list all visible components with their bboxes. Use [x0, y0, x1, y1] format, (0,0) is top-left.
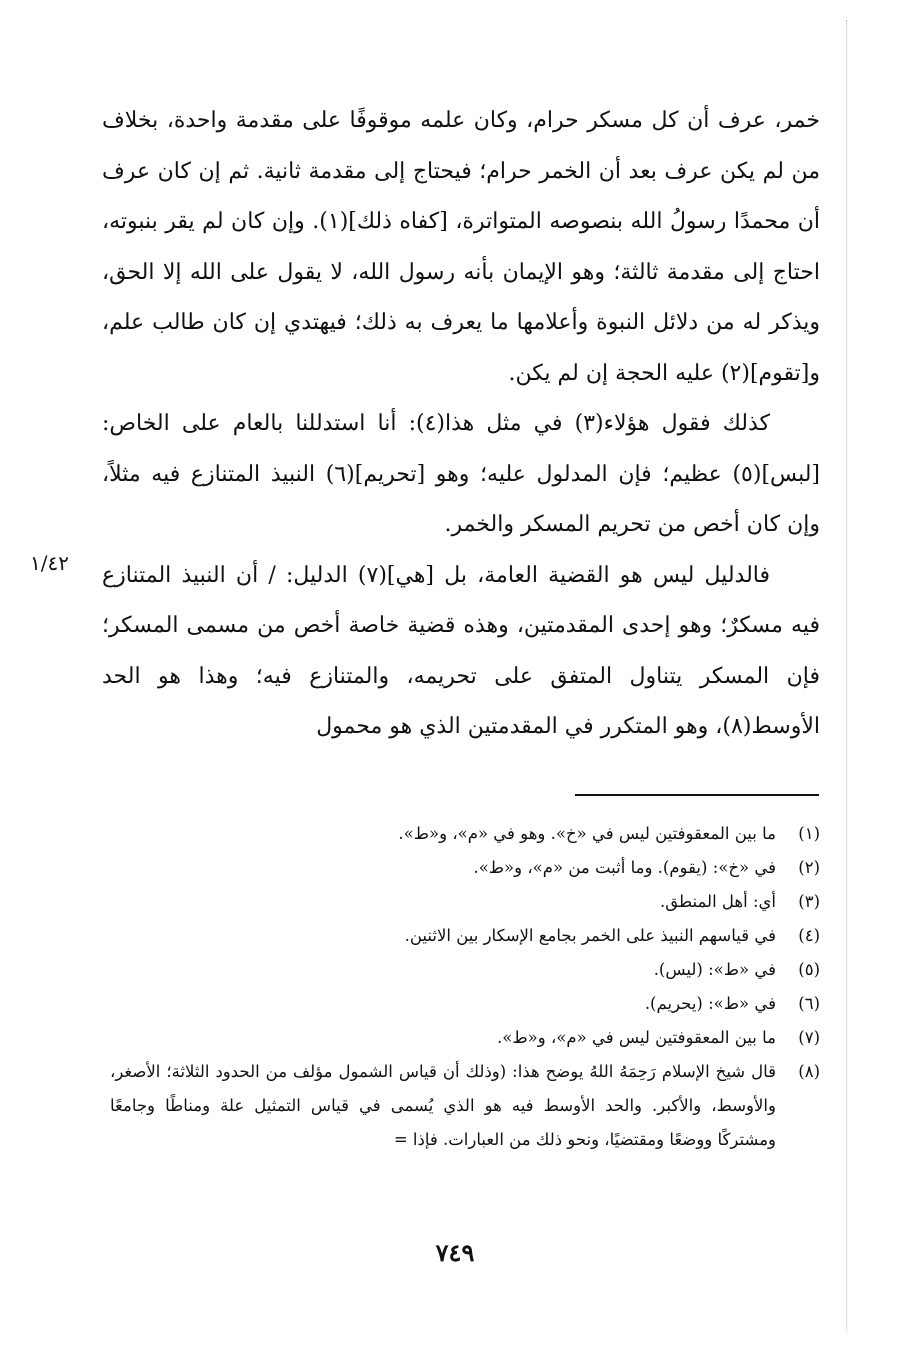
footnote-text: في «ط»: (يحريم).: [644, 994, 776, 1013]
footnote-7: [110, 1021, 820, 1055]
footnote-number: (٦): [798, 994, 820, 1013]
footnote-4: [110, 919, 820, 953]
paragraph-1: خمر، عرف أن كل مسكر حرام، وكان علمه موقوفًا على مقدمة واحدة، بخلاف من لم يكن عرف بعد أن الخمر حرام؛ فيحتاج إلى مقدمة ثانية. ثم إن كان عرف أن محمدًا رسولُ الله بنصوصه المتواترة، [كفاه ذلك](١). وإن كان لم يقر بنبوته، احتاج إلى مقدمة ثالثة؛ وهو الإيمان بأنه رسول الله، لا يقول على الله إلا الحق، ويذكر له من دلائل النبوة وأعلامها ما يعرف به ذلك؛ فيهتدي إن كان طالب علم، و[تقوم](٢) عليه الحجة إن لم يكن.: [102, 108, 820, 386]
footnote-2: [110, 851, 820, 885]
footnote-text: في قياسهم النبيذ على الخمر بجامع الإسكار بين الاثنين.: [404, 926, 776, 945]
footnote-text: أي: أهل المنطق.: [660, 892, 776, 911]
manuscript-folio-marker: ١/٤٢: [30, 551, 69, 575]
footnote-number: (٣): [798, 892, 820, 911]
footnote-text: في «ط»: (ليس).: [653, 960, 776, 979]
main-text: [102, 96, 820, 753]
footnotes: [110, 817, 820, 1157]
footnote-8: [110, 1055, 820, 1157]
footnote-number: (٧): [798, 1028, 820, 1047]
footnote-text: ما بين المعقوفتين ليس في «م»، و«ط».: [497, 1028, 776, 1047]
footnote-number: (٥): [798, 960, 820, 979]
footnote-number: (١): [798, 824, 820, 843]
footnote-number: (٢): [798, 858, 820, 877]
paragraph-3: فالدليل ليس هو القضية العامة، بل [هي](٧) الدليل: / أن النبيذ المتنازع فيه مسكرٌ؛ وهو إحدى المقدمتين، وهذه قضية خاصة أخص من مسمى المسكر؛ فإن المسكر يتناول المتفق على تحريمه، والمتنازع فيه؛ وهذا هو الحد الأوسط(٨)، وهو المتكرر في المقدمتين الذي هو محمول: [102, 562, 820, 739]
footnote-text: قال شيخ الإسلام رَحِمَهُ اللهُ يوضح هذا: (وذلك أن قياس الشمول مؤلف من الحدود الثلاثة؛ الأصغر، والأوسط، والأكبر. والحد الأوسط فيه هو الذي يُسمى في قياس التمثيل علة ومناطًا وجامعًا ومشتركًا ووضعًا ومقتضيًا، ونحو ذلك من العبارات. فإذا =: [110, 1062, 776, 1149]
page-number: ٧٤٩: [435, 1238, 475, 1267]
footnote-separator: [575, 794, 819, 796]
footnote-1: [110, 817, 820, 851]
footnote-number: (٤): [798, 926, 820, 945]
footnote-number: (٨): [798, 1062, 820, 1081]
footnote-5: [110, 953, 820, 987]
paragraph-2: كذلك فقول هؤلاء(٣) في مثل هذا(٤): أنا استدللنا بالعام على الخاص: [لبس](٥) عظيم؛ فإن المدلول عليه؛ وهو [تحريم](٦) النبيذ المتنازع فيه مثلاً، وإن كان أخص من تحريم المسكر والخمر.: [102, 411, 821, 537]
footnote-3: [110, 885, 820, 919]
footnote-6: [110, 987, 820, 1021]
footnote-text: في «خ»: (يقوم). وما أثبت من «م»، و«ط».: [473, 858, 776, 877]
scan-edge-marks: [846, 20, 847, 1330]
footnote-text: ما بين المعقوفتين ليس في «خ». وهو في «م»، و«ط».: [398, 824, 776, 843]
